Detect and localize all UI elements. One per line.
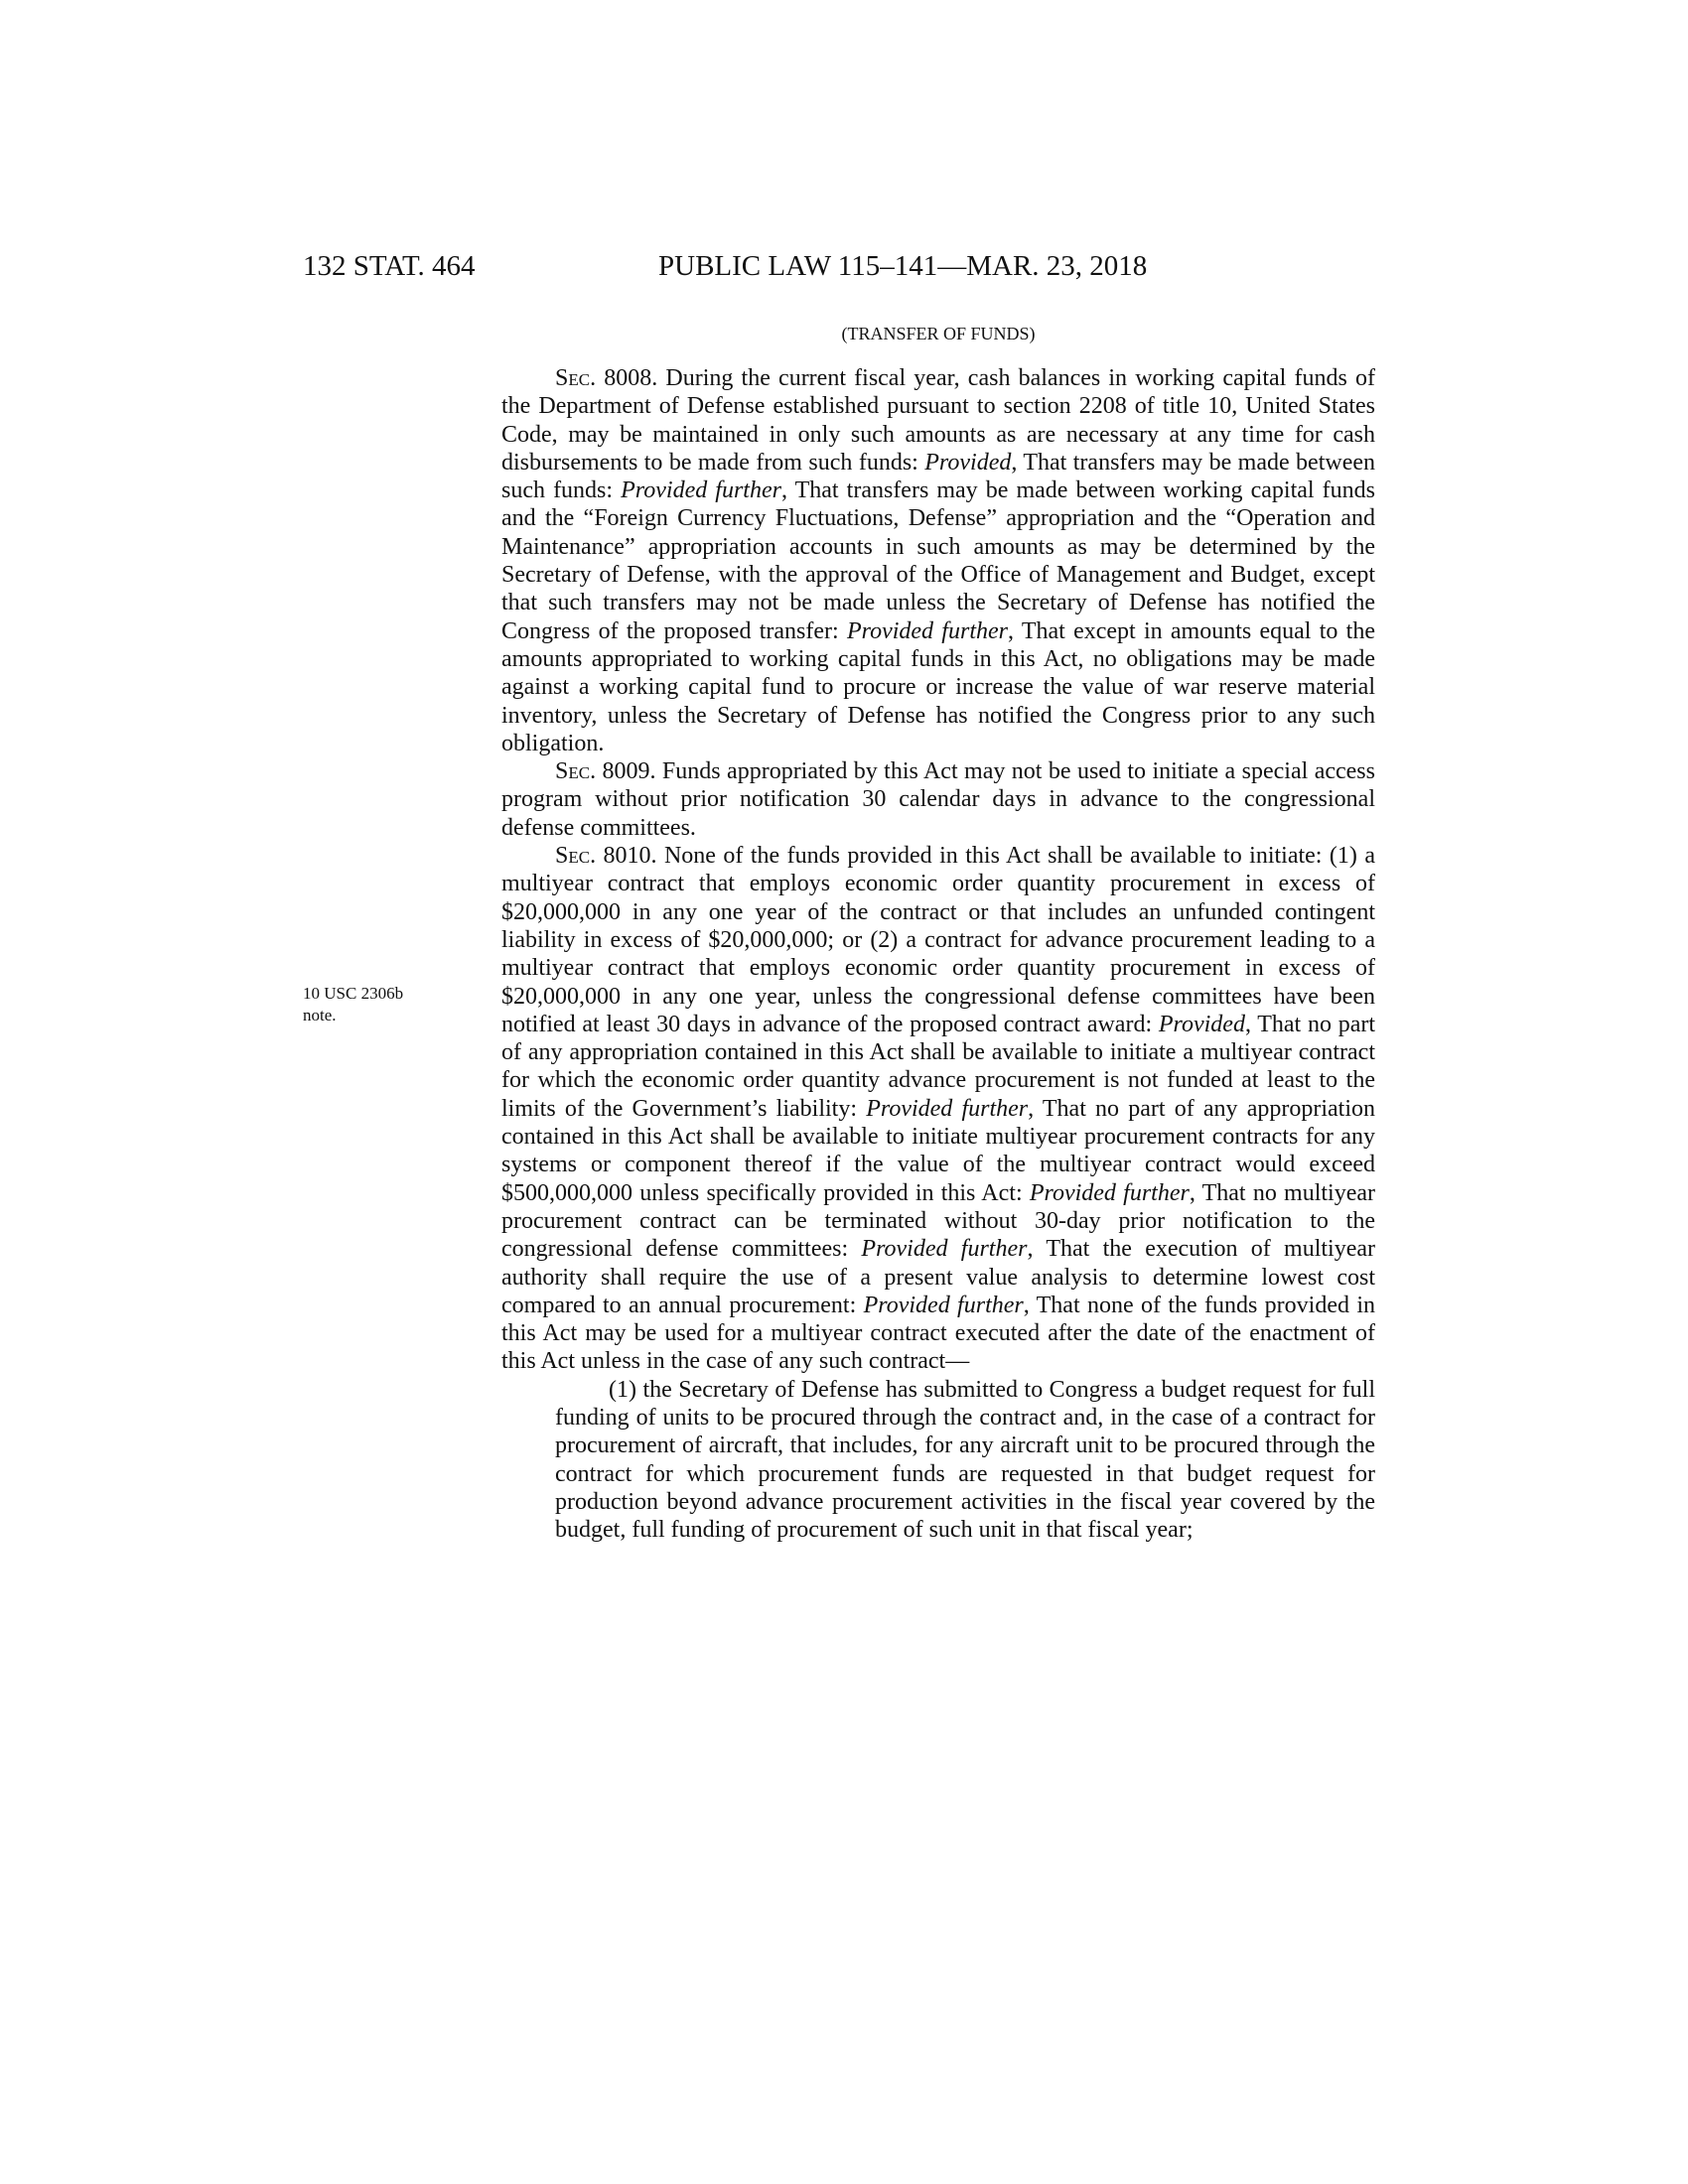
section-text: , That transfers may be made between such funds: xyxy=(501,449,1376,504)
section-text: , That except in amounts equal to the amounts appropriated to working capital funds in this Act, no obligations may be made against a working capital fund to procure or increase the value of war reserve material inventory, unless the Secretary of Defense has notified the Congress prior to any such obligation. xyxy=(501,617,1376,756)
section-label: Sec. 8010. xyxy=(555,843,657,870)
section-text: Funds appropriated by this Act may not be used to initiate a special access program without prior notification 30 calendar days in advance to the congressional defense committees. xyxy=(501,758,1375,841)
section-8010-item-1: (1) the Secretary of Defense has submitted to Congress a budget request for full funding of units to be procured through the contract and, in the case of a contract for procurement of aircraft, that includes, for any aircraft unit to be procured through the contract for which procurement funds are requested in that budget request for production beyond advance procurement activities in the fiscal year covered by the budget, full funding of procurement of such unit in that fiscal year; xyxy=(555,1376,1375,1544)
section-text: , That no part of any appropriation contained in this Act shall be available to initiate a multiyear contract for which the economic order quantity advance procurement is not funded at least to the limits of the Government’s liability: xyxy=(501,1011,1376,1122)
section-text: , That no multiyear procurement contract can be terminated without 30-day prior notification to the congressional defense committees: xyxy=(501,1179,1376,1263)
margin-note-citation: 10 USC 2306b xyxy=(303,984,404,1003)
section-8009 xyxy=(501,757,1375,842)
section-text: , That no part of any appropriation contained in this Act shall be available to initiate multiyear procurement contracts for any systems or component thereof if the value of the multiyear contract would exceed $500,000,000 unless specifically provided in this Act: xyxy=(501,1095,1376,1206)
proviso: Provided further xyxy=(861,1236,1028,1263)
section-title: (TRANSFER OF FUNDS) xyxy=(841,324,1036,343)
section-text: During the current fiscal year, cash balances in working capital funds of the Department of Defense established pursuant to section 2208 of title 10, United States Code, may be maintained in only such amounts as are necessary at any time for cash disbursements to be made from such funds: xyxy=(501,365,1375,476)
section-text: , That none of the funds provided in this Act may be used for a multiyear contract executed after the date of the enactment of this Act unless in the case of any such contract— xyxy=(501,1292,1376,1375)
proviso: Provided xyxy=(924,449,1012,476)
section-text: , That the execution of multiyear authority shall require the use of a present value analysis to determine lowest cost compared to an annual procurement: xyxy=(501,1236,1376,1318)
margin-note xyxy=(303,983,462,1026)
section-text: , That transfers may be made between working capital funds and the “Foreign Currency Fluctuations, Defense” appropriation and the “Operation and Maintenance” appropriation accounts in such amounts as may be determined by the Secretary of Defense, with the approval of the Office of Management and Budget, except that such transfers may not be made unless the Secretary of Defense has notified the Congress of the proposed transfer: xyxy=(501,478,1375,644)
section-text: None of the funds provided in this Act shall be available to initiate: (1) a multiyear contract that employs economic order quantity procurement in excess of $20,000,000 in any one year of the contract or that includes an unfunded contingent liability in excess of $20,000,000; or (2) a contract for advance procurement leading to a multiyear contract that employs economic order quantity procurement in excess of $20,000,000 in any one year, unless the congressional defense committees have been notified at least 30 days in advance of the proposed contract award: xyxy=(501,843,1375,1037)
section-label: Sec. 8009. xyxy=(555,758,656,785)
proviso: Provided further xyxy=(621,478,781,504)
proviso: Provided further xyxy=(866,1095,1029,1122)
proviso: Provided further xyxy=(863,1292,1024,1318)
stat-page-number: 132 STAT. 464 xyxy=(303,250,476,282)
proviso: Provided further xyxy=(1029,1179,1190,1206)
margin-note-suffix: note. xyxy=(303,1006,337,1024)
page-header xyxy=(303,246,1216,286)
public-law-title: PUBLIC LAW 115–141—MAR. 23, 2018 xyxy=(658,250,1148,282)
proviso: Provided further xyxy=(846,617,1008,644)
section-8010 xyxy=(501,842,1375,1376)
section-label: Sec. 8008. xyxy=(555,365,658,391)
body-text xyxy=(501,364,1375,1544)
section-8008 xyxy=(501,364,1375,757)
proviso: Provided xyxy=(1158,1011,1245,1037)
